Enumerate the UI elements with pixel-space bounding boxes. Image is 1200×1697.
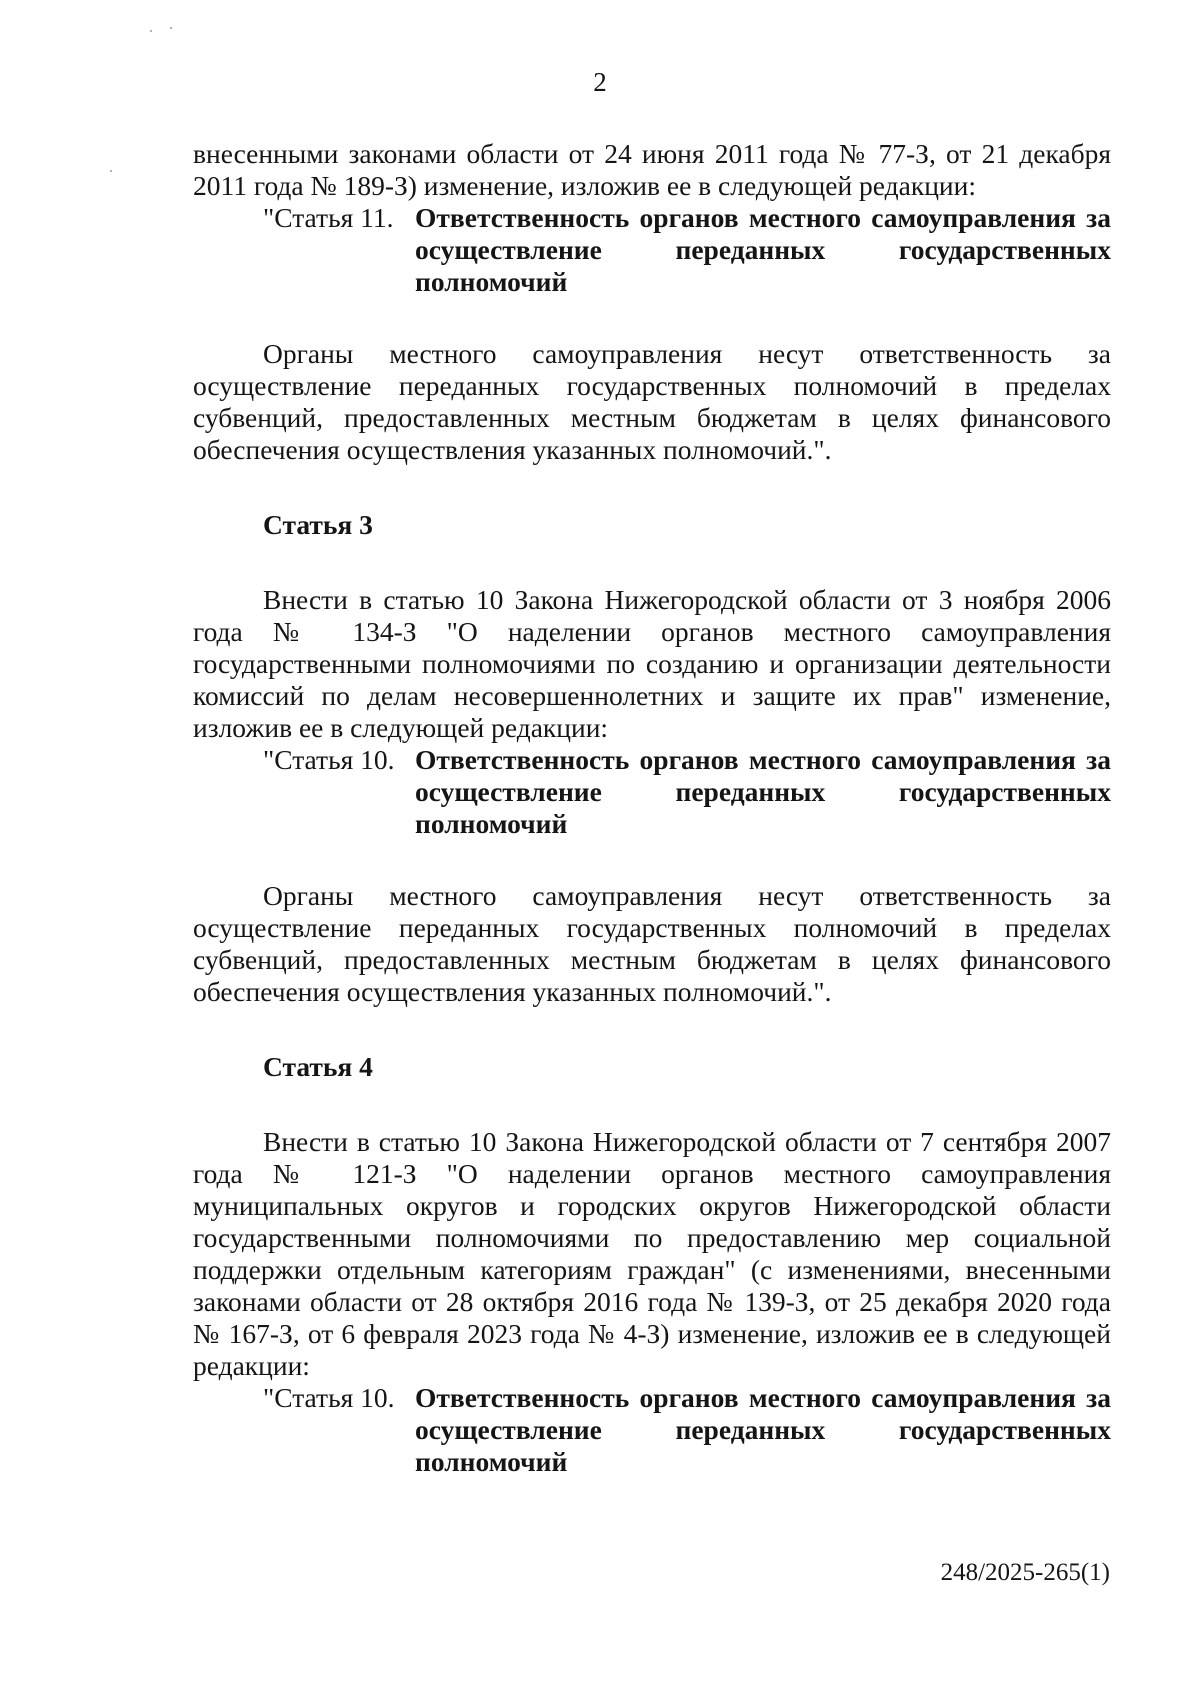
article-10-heading-a xyxy=(263,744,1111,840)
spacer xyxy=(193,541,1111,584)
document-code: 248/2025-265(1) xyxy=(940,1559,1110,1586)
article-11-number: "Статья 11. xyxy=(263,202,394,233)
paragraph-article-4-text: Внести в статью 10 Закона Нижегородской области от 7 сентября 2007 года № 121-З "О наделении органов местного самоуправления муниципальных округов и городских округов Нижегородской области государственными полномочиями по предоставлению мер социальной поддержки отдельным категориям граждан" (с изменениями, внесенными законами области от 28 октября 2016 года № 139-З, от 25 декабря 2020 года № 167-З, от 6 февраля 2023 года № 4-З) изменение, изложив ее в следующей редакции: xyxy=(193,1126,1111,1381)
article-10-heading-b xyxy=(263,1382,1111,1478)
page-number: 2 xyxy=(593,67,607,97)
spacer xyxy=(193,840,1111,880)
scan-artifact xyxy=(150,30,152,32)
article-4-heading: Статья 4 xyxy=(263,1051,373,1082)
spacer xyxy=(193,1083,1111,1126)
scan-artifact xyxy=(110,170,112,172)
spacer xyxy=(193,466,1111,509)
paragraph-responsibility-1: Органы местного самоуправления несут ответственность за осуществление переданных государственных полномочий в пределах субвенций, предоставленных местным бюджетам в целях финансового обеспечения осуществления указанных полномочий.". xyxy=(193,338,1111,465)
paragraph-article-3-text: Внести в статью 10 Закона Нижегородской области от 3 ноября 2006 года № 134-З "О наделении органов местного самоуправления государственными полномочиями по созданию и организации деятельности комиссий по делам несовершеннолетних и защите их прав" изменение, изложив ее в следующей редакции: xyxy=(193,584,1111,743)
paragraph-responsibility-2: Органы местного самоуправления несут ответственность за осуществление переданных государственных полномочий в пределах субвенций, предоставленных местным бюджетам в целях финансового обеспечения осуществления указанных полномочий.". xyxy=(193,880,1111,1007)
document-body xyxy=(193,138,1111,1478)
spacer xyxy=(193,298,1111,338)
article-3-heading: Статья 3 xyxy=(263,509,373,540)
article-11-title: Ответственность органов местного самоуправления за осуществление переданных государственных полномочий xyxy=(415,202,1111,297)
scan-artifact xyxy=(170,27,172,29)
article-11-heading xyxy=(263,202,1111,298)
article-10-title-a: Ответственность органов местного самоуправления за осуществление переданных государственных полномочий xyxy=(415,744,1111,839)
article-10-title-b: Ответственность органов местного самоуправления за осуществление переданных государственных полномочий xyxy=(415,1382,1111,1477)
article-10-number-a: "Статья 10. xyxy=(263,744,395,775)
paragraph-amendment-continuation: внесенными законами области от 24 июня 2011 года № 77-З, от 21 декабря 2011 года № 189-З) изменение, изложив ее в следующей редакции: xyxy=(193,138,1111,201)
article-10-number-b: "Статья 10. xyxy=(263,1382,395,1413)
spacer xyxy=(193,1008,1111,1051)
